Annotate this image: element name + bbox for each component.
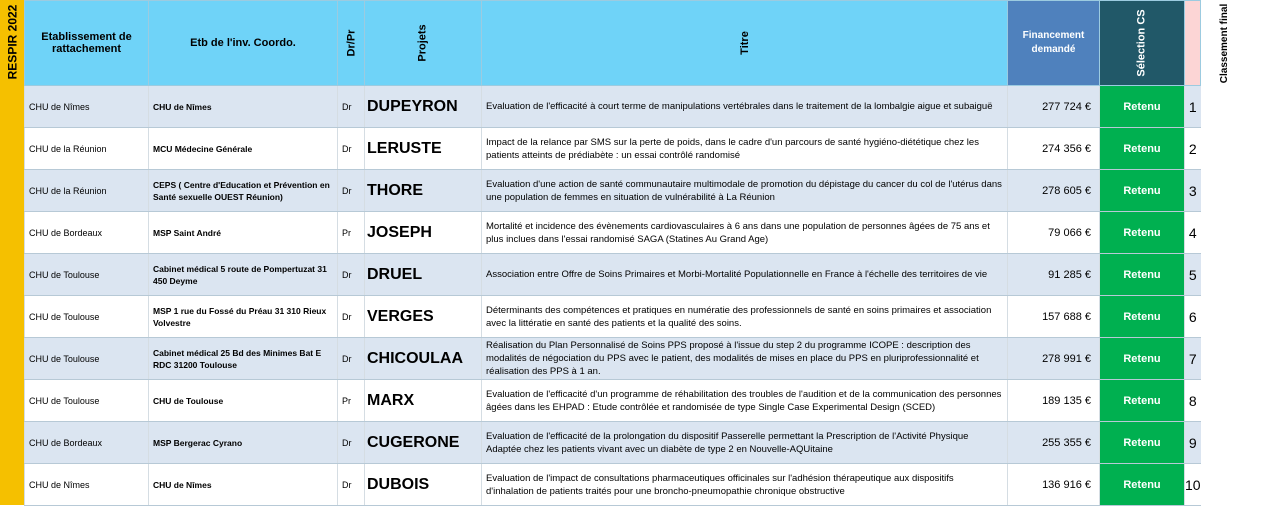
row-projet: THORE: [365, 170, 482, 212]
row-titre: Evaluation d'une action de santé communautaire multimodale de promotion du dépistage du cancer du col de l'utérus dans une population de femmes en situation de vulnérabilité à La Réunion: [482, 170, 1008, 212]
header-drpr: Dr/Pr: [338, 1, 365, 86]
row-titre-civilite: Pr: [338, 212, 365, 254]
row-titre: Déterminants des compétences et pratiques en numératie des professionnels de santé en soins primaires et association avec la littératie en santé des patients et la qualité des soins.: [482, 296, 1008, 338]
table-row: [25, 254, 1201, 296]
row-selection: Retenu: [1100, 212, 1185, 254]
table-row: [25, 464, 1201, 506]
row-investigateur: CEPS ( Centre d'Education et Prévention en Santé sexuelle OUEST Réunion): [149, 170, 338, 212]
row-projet: CUGERONE: [365, 422, 482, 464]
row-investigateur: Cabinet médical 5 route de Pompertuzat 31 450 Deyme: [149, 254, 338, 296]
row-projet: LERUSTE: [365, 128, 482, 170]
row-titre-civilite: Dr: [338, 296, 365, 338]
header-etab: Etablissement de rattachement: [25, 1, 149, 86]
row-financement: 79 066 €: [1008, 212, 1100, 254]
row-selection: Retenu: [1100, 86, 1185, 128]
sidebar-label: RESPIR 2022: [5, 4, 19, 80]
row-titre-civilite: Dr: [338, 422, 365, 464]
row-classement: 8: [1185, 380, 1201, 422]
row-classement: 10: [1185, 464, 1201, 506]
row-titre-civilite: Dr: [338, 338, 365, 380]
row-etablissement: CHU de Toulouse: [25, 296, 149, 338]
table-row: [25, 86, 1201, 128]
row-selection: Retenu: [1100, 464, 1185, 506]
row-financement: 157 688 €: [1008, 296, 1100, 338]
row-classement: 3: [1185, 170, 1201, 212]
header-inv: Etb de l'inv. Coordo.: [149, 1, 338, 86]
row-projet: MARX: [365, 380, 482, 422]
row-investigateur: MSP Saint André: [149, 212, 338, 254]
row-financement: 278 991 €: [1008, 338, 1100, 380]
row-titre-civilite: Dr: [338, 128, 365, 170]
row-investigateur: MCU Médecine Générale: [149, 128, 338, 170]
row-titre-civilite: Dr: [338, 254, 365, 296]
row-investigateur: Cabinet médical 25 Bd des Minimes Bat E RDC 31200 Toulouse: [149, 338, 338, 380]
row-etablissement: CHU de Nîmes: [25, 86, 149, 128]
row-investigateur: MSP Bergerac Cyrano: [149, 422, 338, 464]
table-row: [25, 380, 1201, 422]
row-etablissement: CHU de Toulouse: [25, 254, 149, 296]
row-titre: Evaluation de l'impact de consultations pharmaceutiques officinales sur l'adhésion thérapeutique aux dispositifs d'inhalation de patients traités pour une broncho-pneumopathie chronique obstructive: [482, 464, 1008, 506]
table-row: [25, 338, 1201, 380]
projects-table: [24, 0, 1231, 506]
row-etablissement: CHU de Bordeaux: [25, 422, 149, 464]
row-projet: VERGES: [365, 296, 482, 338]
row-etablissement: CHU de Bordeaux: [25, 212, 149, 254]
row-financement: 136 916 €: [1008, 464, 1100, 506]
table-row: [25, 170, 1201, 212]
row-etablissement: CHU de la Réunion: [25, 128, 149, 170]
row-etablissement: CHU de Nîmes: [25, 464, 149, 506]
row-classement: 4: [1185, 212, 1201, 254]
row-titre: Evaluation de l'efficacité d'un programme de réhabilitation des troubles de l'audition et de la communication des personnes âgées dans les EHPAD : Etude contrôlée et randomisée de type Single Case Experimental Design (SCED): [482, 380, 1008, 422]
row-classement: 2: [1185, 128, 1201, 170]
table-row: [25, 422, 1201, 464]
header-titre: Titre: [482, 1, 1008, 86]
row-financement: 189 135 €: [1008, 380, 1100, 422]
row-etablissement: CHU de Toulouse: [25, 338, 149, 380]
header-classement: Classement final: [1185, 1, 1201, 86]
row-investigateur: CHU de Toulouse: [149, 380, 338, 422]
row-titre-civilite: Dr: [338, 86, 365, 128]
row-financement: 255 355 €: [1008, 422, 1100, 464]
table-row: [25, 212, 1201, 254]
row-selection: Retenu: [1100, 254, 1185, 296]
row-investigateur: MSP 1 rue du Fossé du Préau 31 310 Rieux Volvestre: [149, 296, 338, 338]
row-classement: 1: [1185, 86, 1201, 128]
row-projet: DUPEYRON: [365, 86, 482, 128]
row-selection: Retenu: [1100, 380, 1185, 422]
row-titre: Mortalité et incidence des évènements cardiovasculaires à 6 ans dans une population de personnes âgées de 75 ans et plus inclues dans l'essai randomisé SAGA (Statines Au Grand Age): [482, 212, 1008, 254]
row-financement: 277 724 €: [1008, 86, 1100, 128]
row-selection: Retenu: [1100, 128, 1185, 170]
header-selection: Sélection CS: [1100, 1, 1185, 86]
header-row: [25, 1, 1201, 86]
row-projet: DRUEL: [365, 254, 482, 296]
row-selection: Retenu: [1100, 422, 1185, 464]
row-selection: Retenu: [1100, 338, 1185, 380]
row-titre: Association entre Offre de Soins Primaires et Morbi-Mortalité Populationnelle en France à l'échelle des territoires de vie: [482, 254, 1008, 296]
row-titre: Réalisation du Plan Personnalisé de Soins PPS proposé à l'issue du step 2 du programme ICOPE : description des modalités de négociation du PPS avec le patient, des modalités de mises en place du PPS en pluriprofessionnalité et réalisation des PPS à 1 an.: [482, 338, 1008, 380]
row-projet: DUBOIS: [365, 464, 482, 506]
row-selection: Retenu: [1100, 296, 1185, 338]
row-projet: JOSEPH: [365, 212, 482, 254]
row-etablissement: CHU de Toulouse: [25, 380, 149, 422]
sidebar-band: [0, 0, 25, 505]
row-titre-civilite: Dr: [338, 464, 365, 506]
header-financement: Financement demandé: [1008, 1, 1100, 86]
row-titre: Evaluation de l'efficacité de la prolongation du dispositif Passerelle permettant la Prescription de l'Activité Physique Adaptée chez les patients vivant avec un diabète de type 2 en Nouvelle-AQUitaine: [482, 422, 1008, 464]
row-selection: Retenu: [1100, 170, 1185, 212]
row-investigateur: CHU de Nîmes: [149, 86, 338, 128]
row-investigateur: CHU de Nîmes: [149, 464, 338, 506]
row-classement: 9: [1185, 422, 1201, 464]
row-titre-civilite: Pr: [338, 380, 365, 422]
row-classement: 5: [1185, 254, 1201, 296]
row-titre: Evaluation de l'efficacité à court terme de manipulations vertébrales dans le traitement de la lombalgie aigue et subaiguë: [482, 86, 1008, 128]
row-classement: 7: [1185, 338, 1201, 380]
row-etablissement: CHU de la Réunion: [25, 170, 149, 212]
row-financement: 274 356 €: [1008, 128, 1100, 170]
row-titre: Impact de la relance par SMS sur la perte de poids, dans le cadre d'un parcours de santé hygiéno-diététique chez les patients atteints de prédiabète : un essai contrôlé randomisé: [482, 128, 1008, 170]
header-projets: Projets: [365, 1, 482, 86]
table-row: [25, 128, 1201, 170]
row-titre-civilite: Dr: [338, 170, 365, 212]
row-classement: 6: [1185, 296, 1201, 338]
table-row: [25, 296, 1201, 338]
row-financement: 91 285 €: [1008, 254, 1100, 296]
row-projet: CHICOULAA: [365, 338, 482, 380]
row-financement: 278 605 €: [1008, 170, 1100, 212]
